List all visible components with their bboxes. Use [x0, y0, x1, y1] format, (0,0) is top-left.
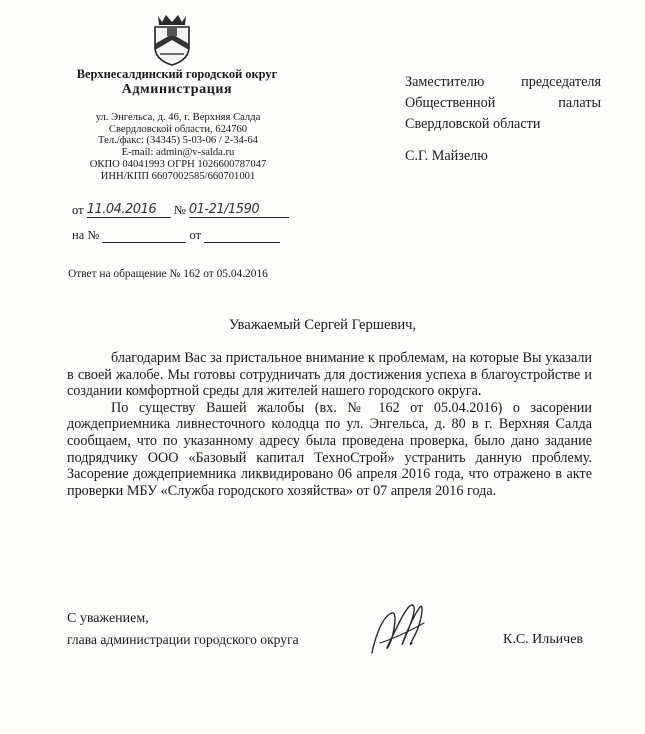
sender-contacts — [68, 112, 288, 182]
ref-label: на № — [72, 228, 100, 242]
signer-name: К.С. Ильичев — [503, 632, 584, 647]
ref-number-blank — [102, 242, 186, 243]
reply-reference: Ответ на обращение № 162 от 05.04.2016 — [68, 268, 268, 280]
recipient-title-1a: Заместителю — [405, 74, 485, 90]
phone-line: Тел./факс: (34345) 5-03-06 / 2-34-64 — [98, 135, 258, 147]
handwritten-signature-icon — [362, 593, 434, 665]
address-line-1: ул. Энгельса, д. 46, г. Верхняя Салда — [95, 112, 261, 123]
reference-line — [72, 228, 312, 243]
org-unit: Администрация — [121, 82, 233, 97]
body-paragraph-1: благодарим Вас за пристальное внимание к проблемам, на которые Вы указали в своей жалобе. Мы готовы сотрудничать для достижения успеха в благоустройстве и создании комфортной среды для жителей нашего городского округа. — [67, 350, 592, 400]
sender-organization — [68, 66, 286, 98]
signer-position: глава администрации городского округа — [67, 632, 299, 647]
okpo-ogrn-line: ОКПО 04041993 ОГРН 1026600787047 — [89, 158, 267, 170]
letter-body — [67, 350, 592, 499]
outgoing-date-number — [72, 202, 302, 218]
ref-from-label: от — [189, 228, 202, 242]
address-line-2: Свердловской области, 624760 — [108, 123, 248, 135]
number-label: № — [173, 203, 186, 217]
date-label: от — [72, 203, 84, 217]
recipient-title-2a: Общественной — [405, 95, 496, 111]
coat-of-arms-icon — [150, 12, 194, 66]
email-line: E-mail: admin@v-salda.ru — [121, 147, 235, 159]
org-name: Верхнесалдинский городской округ — [76, 67, 278, 81]
body-paragraph-2: По существу Вашей жалобы (вх. № 162 от 05.04.2016) о засорении дождеприемника ливнесточного колодца по ул. Энгельса, д. 80 в г. Верхняя Салда сообщаем, что по указанному адресу была проведена проверка, было дано задание подрядчику ООО «Базовый капитал ТехноСтрой» устранить данную проблему. Засорение дождеприемника ликвидировано 06 апреля 2016 года, что отражено в акте проверки МБУ «Служба городского хозяйства» от 07 апреля 2016 года. — [67, 399, 592, 499]
number-value: 01-21/1590 — [189, 202, 289, 218]
inn-kpp-line: ИНН/КПП 6607002585/660701001 — [100, 170, 256, 182]
recipient-title-1b: председателя — [521, 74, 601, 90]
salutation: Уважаемый Сергей Гершевич, — [228, 317, 417, 333]
ref-date-blank — [204, 242, 280, 243]
recipient-block — [405, 72, 601, 135]
recipient-title-3: Свердловской области — [405, 116, 541, 132]
closing-regards: С уважением, — [67, 611, 149, 626]
date-value: 11.04.2016 — [87, 202, 171, 218]
recipient-title-2b: палаты — [558, 95, 601, 111]
recipient-name: С.Г. Майзелю — [405, 148, 488, 164]
